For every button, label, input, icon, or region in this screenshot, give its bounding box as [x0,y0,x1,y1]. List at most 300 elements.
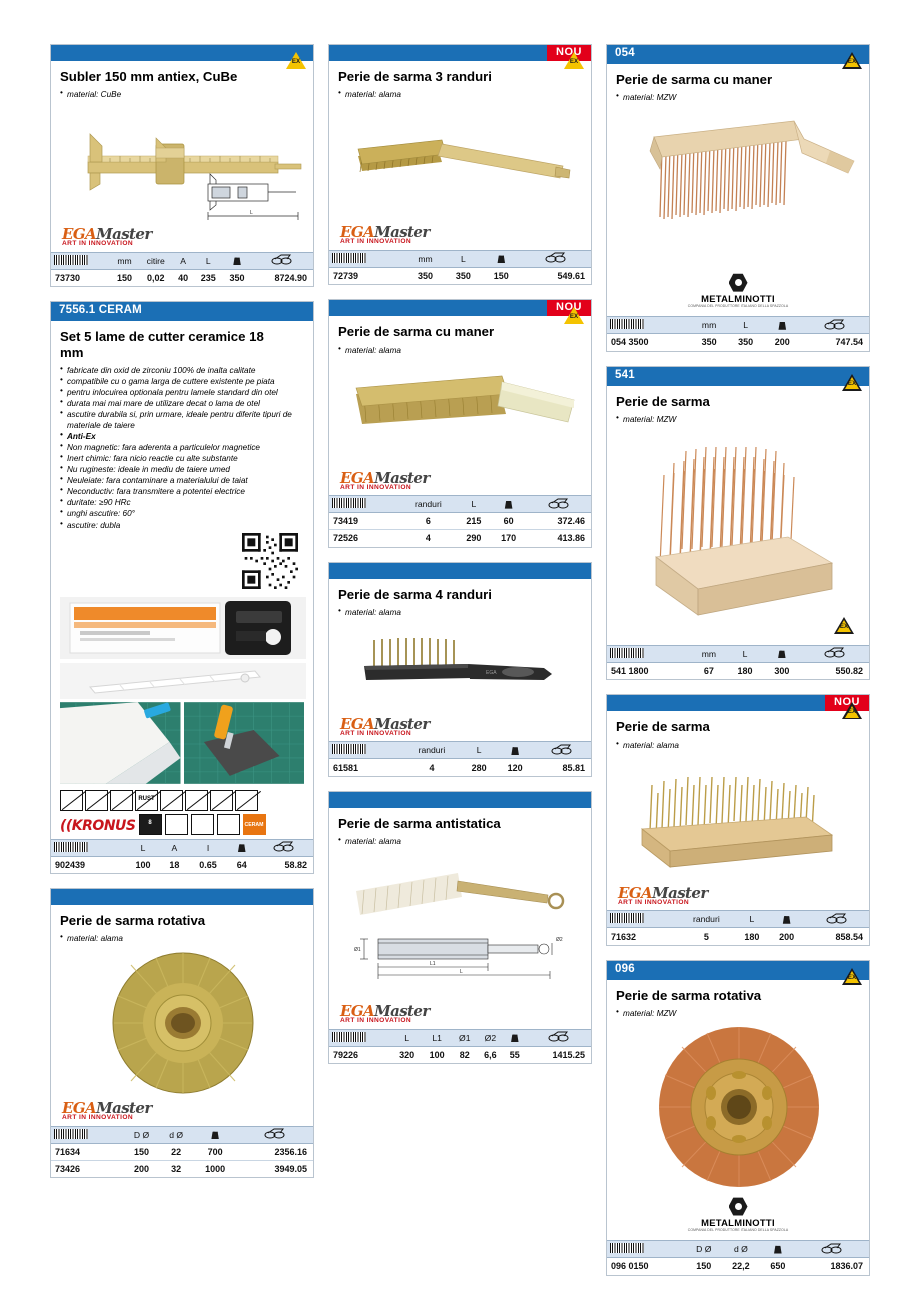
nou-badge: NOU [825,695,869,711]
col-dsmall: d Ø [721,1241,760,1258]
cell-mm: 150 [117,273,133,284]
cell-randuri: 6 [400,513,456,530]
list-item: • material: MZW [616,1008,860,1019]
col-dsmall: d Ø [160,1126,193,1143]
cell-code: 73419 [329,513,400,530]
col-l: L [391,1029,421,1046]
col-a: A [161,839,188,856]
ega-master-logo [338,225,582,246]
ega-logo-master: Master [374,1002,430,1021]
cell-price: 858.54 [835,931,863,942]
no-spark-icon [160,790,183,811]
ega-logo-text: EGA [618,883,653,902]
ex-icon-label: EX [847,973,857,981]
product-title: Perie de sarma 4 randuri [338,586,492,602]
card-header-bar [607,695,869,711]
cell-price: 85.81 [562,762,585,773]
ega-master-logo [60,227,304,248]
ega-logo-master: Master [374,223,430,242]
cell-l: 350 [455,271,471,282]
card-header-bar [51,45,313,61]
cell-code: 73426 [55,1164,81,1175]
card-header-bar [329,792,591,808]
spec-table [607,910,869,945]
col-box [533,742,591,759]
cell-price: 549.61 [557,271,585,282]
col-d1: Ø1 [452,1029,477,1046]
qr-code[interactable] [242,533,298,589]
table-row [607,662,869,679]
weight-icon [782,913,791,924]
svg-text:L1: L1 [430,961,436,968]
cell-weight: 120 [507,762,523,773]
list-item: • material: alama [338,89,582,100]
product-bullets [616,414,860,425]
product-photo-package [60,597,304,659]
col-weight [482,250,520,267]
box-icon [551,744,573,755]
cell-code: 72739 [333,271,359,282]
table-row [51,269,313,286]
col-weight [497,742,533,759]
col-weight [761,1241,796,1258]
col-box [795,1241,869,1258]
col-barcode [329,1029,391,1046]
cell-mm: 350 [701,337,717,348]
cell-price: 413.86 [557,533,585,544]
cell-dbig: 150 [696,1261,712,1272]
list-item: • Anti-Ex [60,431,304,442]
cell-l: 290 [466,533,482,544]
box-icon [271,254,293,265]
ega-logo-master: Master [96,225,152,244]
ex-warning-icon [842,374,862,392]
list-item: • unghi ascutire: 60° [60,508,304,519]
spec-table [329,250,591,285]
product-title: Subler 150 mm antiex, CuBe [60,69,238,84]
ex-icon-label: EX [839,622,849,630]
product-card-054[interactable] [606,44,870,352]
table-header-row [329,1029,591,1046]
weight-icon [773,1243,782,1254]
box-icon [821,1243,843,1254]
col-weight [228,839,255,856]
col-weight [769,911,804,928]
no-rust-icon [85,790,108,811]
cell-weight: 64 [236,859,247,870]
cell-weight: 1000 [205,1164,226,1175]
product-title: Perie de sarma [616,393,710,409]
col-box [255,839,313,856]
col-l: L [727,317,764,334]
list-item: • material: alama [616,740,860,751]
cell-price: 8724.90 [274,273,307,284]
cell-price: 1415.25 [552,1050,585,1061]
product-title: Perie de sarma [616,719,710,735]
col-i: I [188,839,229,856]
temperature-icon [191,814,214,835]
list-item: • ascutire: dubla [60,520,304,531]
col-d2: Ø2 [477,1029,503,1046]
ega-logo-master: Master [96,1099,152,1118]
product-card-perie-3-randuri[interactable] [328,44,592,285]
box-icon [548,498,570,509]
list-item: • duritate: ≥90 HRc [60,497,304,508]
barcode-icon [332,253,366,263]
card-header-code: 541 [607,367,869,386]
table-row [607,1258,869,1275]
ex-icon-label: EX [569,313,579,321]
table-header-row [51,839,313,856]
col-l: L [727,645,764,662]
col-box [804,911,869,928]
col-weight [763,645,800,662]
product-title: Perie de sarma rotativa [616,987,762,1003]
product-photos-usage [60,702,304,784]
col-citire: citire [139,252,173,269]
list-item: • material: MZW [616,92,860,103]
barcode-icon [610,913,644,923]
weight-icon [211,1128,220,1139]
col-box [251,252,313,269]
table-row [51,1143,313,1160]
list-item: • material: alama [338,607,582,618]
weight-icon [778,319,787,330]
cell-dsmall: 22,2 [732,1261,750,1272]
cell-code: 902439 [55,859,86,870]
cell-d2: 6,6 [484,1050,497,1061]
card-header-code: 054 [607,45,869,64]
table-row [51,1160,313,1177]
product-bullets [616,92,860,103]
ega-logo-tagline: ART IN INNOVATION [62,1114,134,1122]
table-header-row [607,645,869,662]
product-card-perie-alama-nou[interactable] [606,694,870,945]
col-box [526,1029,591,1046]
cell-weight: 300 [774,666,790,677]
cell-dbig: 200 [134,1164,150,1175]
kronus-logo-text: KRONUS [71,818,136,835]
table-row [51,856,313,873]
ega-logo-tagline: ART IN INNOVATION [340,238,412,246]
spec-table [51,839,313,874]
table-row [329,759,591,776]
cell-code: 541 1800 [611,666,649,677]
cell-dsmall: 32 [171,1164,182,1175]
ega-logo-tagline: ART IN INNOVATION [340,729,412,737]
cell-l: 320 [399,1050,415,1061]
table-row [607,928,869,945]
cell-mm: 67 [703,666,714,677]
col-barcode [329,250,407,267]
table-header-row [607,1241,869,1258]
weight-icon [510,1031,519,1042]
weight-icon [511,744,520,755]
ex-warning-icon [286,52,306,70]
col-barcode [51,1126,124,1143]
col-weight [193,1126,238,1143]
col-barcode [329,496,400,513]
cell-weight: 650 [770,1261,786,1272]
card-body [329,808,591,1025]
cell-price: 2356.16 [237,1143,313,1160]
ega-logo-master: Master [652,883,708,902]
list-item: • compatibile cu o gama larga de cuttere existente pe piata [60,376,304,387]
spec-table [607,645,869,680]
qr-zone [60,531,304,593]
table-row [329,1046,591,1063]
col-mm: mm [407,250,445,267]
col-l: L [734,911,769,928]
cell-weight: 200 [779,931,795,942]
product-bullets [616,740,860,751]
product-card-541[interactable] [606,366,870,681]
product-bullets [338,89,582,100]
product-title: Perie de sarma cu maner [338,324,495,340]
cell-mm: 350 [418,271,434,282]
cell-l: 100 [135,859,151,870]
product-card-perie-antistatica[interactable] [328,791,592,1064]
cell-randuri: 5 [703,931,709,942]
metalminotti-logo [616,1191,860,1236]
ega-logo-text: EGA [340,1002,375,1021]
table-header-row [607,911,869,928]
col-box [237,1126,313,1143]
list-item: • material: CuBe [60,89,304,100]
col-l: L [461,742,497,759]
col-l: L [456,496,491,513]
table-row [607,334,869,351]
flame-icon [165,814,188,835]
box-icon [824,647,846,658]
table-header-row [329,496,591,513]
product-card-perie-cu-maner-alama[interactable] [328,299,592,547]
ex-icon-label: EX [847,708,857,716]
product-card-perie-4-randuri[interactable] [328,562,592,777]
product-image-rotary-brush-mzw [616,1023,860,1191]
cell-code: 72526 [333,533,359,544]
cell-code: 096 0150 [611,1261,649,1272]
ega-logo-text: EGA [340,223,375,242]
product-image-handle-brush [338,360,582,468]
ex-icon-label: EX [847,379,857,387]
box-icon [545,252,567,263]
cell-citire: 0,02 [146,273,165,284]
spec-table [329,495,591,547]
metalminotti-hex-icon [729,1197,748,1216]
table-header-row [329,250,591,267]
nou-badge: NOU [547,300,591,316]
ega-logo-tagline: ART IN INNOVATION [62,240,134,248]
product-card-perie-rotativa-alama[interactable] [50,888,314,1178]
cell-weight: 60 [491,513,526,530]
cell-weight: 170 [501,533,517,544]
ega-master-logo [338,468,582,492]
product-card-set-lame[interactable] [50,301,314,874]
col-barcode [607,317,691,334]
box-icon [264,1128,286,1139]
col-l: L [125,839,161,856]
spec-table [607,316,869,351]
card-header-bar [51,889,313,905]
cell-weight: 55 [509,1050,520,1061]
card-body [607,708,869,906]
col-mm: mm [110,252,139,269]
card-header-code: 7556.1 CERAM [51,302,313,321]
card-header-bar [329,300,591,316]
ega-master-logo [616,883,860,907]
ex-warning-icon [842,968,862,986]
no-oil-icon [110,790,133,811]
spec-table [51,252,313,287]
list-item: • material: alama [338,345,582,356]
cell-price: 372.46 [526,513,591,530]
cell-code: 79226 [333,1050,359,1061]
cell-a: 40 [178,273,189,284]
ex-warning-icon [842,702,862,720]
col-weight [223,252,252,269]
product-card-096[interactable] [606,960,870,1276]
product-bullets [60,933,304,944]
list-item: • material: MZW [616,414,860,425]
barcode-icon [332,744,366,754]
spec-table [51,1126,313,1178]
col-box [526,496,591,513]
columns-layout [50,44,870,1272]
metalminotti-sub: COMPANIA DEL PRODUTTORE ITALIANO DELLA SPAZZOLA [687,1228,789,1233]
barcode-icon [610,1243,644,1253]
ega-logo-text: EGA [62,1099,97,1118]
svg-text:EGA: EGA [486,669,497,676]
ex-icon-label: EX [569,58,579,65]
weight-icon [237,841,246,852]
photo-cutting-1 [60,702,181,784]
col-weight [504,1029,526,1046]
ex-icon-label: EX [291,58,301,65]
cell-randuri: 4 [429,762,435,773]
col-randuri: randuri [678,911,734,928]
table-header-row [329,742,591,759]
ex-icon-label: EX [847,58,857,65]
ex-warning-icon [564,307,584,325]
table-header-row [51,252,313,269]
pictogram-row-2 [60,814,304,835]
ega-logo-text: EGA [340,714,375,733]
col-a: A [173,252,194,269]
product-image-tube-brush [338,851,582,1001]
cell-l: 180 [744,931,760,942]
cell-weight: 200 [774,337,790,348]
table-header-row [607,317,869,334]
list-item: • fabricate din oxid de zirconiu 100% de inalta calitate [60,365,304,376]
ega-master-logo [338,1004,582,1025]
col-randuri: randuri [400,496,456,513]
cell-code: 71634 [51,1143,124,1160]
product-image-brush-4rows [338,622,582,714]
list-item: • Non magnetic: fara aderenta a particulelor magnetice [60,442,304,453]
ex-warning-icon [842,52,862,70]
product-image-mzw-handle-brush [616,107,860,267]
col-l: L [445,250,483,267]
card-header-bar [329,563,591,579]
cell-weight: 700 [193,1143,238,1160]
col-weight [764,317,801,334]
list-item: • Nu rugineste: ideale in mediu de taiere umed [60,464,304,475]
cell-price: 1836.07 [830,1261,863,1272]
cell-weight: 350 [229,273,245,284]
ega-logo-tagline: ART IN INNOVATION [340,1017,412,1025]
ega-logo-text: EGA [62,225,97,244]
list-item: • pentru inlocuirea optionala pentru lamele standard din otel [60,387,304,398]
product-title: Perie de sarma antistatica [338,815,501,831]
cell-i: 0.65 [199,859,217,870]
cell-code: 054 3500 [611,337,649,348]
product-card-subler[interactable] [50,44,314,287]
card-body [51,905,313,1122]
col-dbig: D Ø [686,1241,721,1258]
card-header-code: 096 [607,961,869,980]
col-mm: mm [691,645,726,662]
col-l1: L1 [422,1029,452,1046]
box-icon [826,913,848,924]
svg-text:L: L [250,210,253,217]
no-conduct-icon [235,790,258,811]
list-item: • Neconductiv: fara transmitere a potentei electrice [60,486,304,497]
col-barcode [51,839,125,856]
cell-price: 3949.05 [274,1164,307,1175]
col-weight [491,496,526,513]
card-body [51,321,313,834]
card-body [329,579,591,738]
metalminotti-name: METALMINOTTI [701,1217,775,1229]
table-row [329,513,591,530]
cell-code: 61581 [333,762,359,773]
product-bullets [338,345,582,356]
col-l: L [194,252,223,269]
card-body [329,313,591,491]
barcode-icon [610,319,644,329]
table-header-row [51,1126,313,1143]
anti-ex-icon [210,790,233,811]
8-segments-icon: 8 [139,814,162,835]
product-title: Perie de sarma 3 randuri [338,69,492,84]
weight-icon [777,647,786,658]
ega-logo-tagline: ART IN INNOVATION [618,898,690,906]
ega-master-logo [60,1101,304,1122]
cell-code: 73730 [55,273,81,284]
cell-l: 235 [200,273,216,284]
ega-logo-tagline: ART IN INNOVATION [340,483,412,491]
product-photo-blade [60,663,304,699]
ega-logo-master: Master [374,468,430,487]
card-body [607,973,869,1236]
list-item: • Inert chimic: fara nicio reactie cu alte substante [60,453,304,464]
list-item: • Neuleiate: fara contaminare a materialului de taiat [60,475,304,486]
product-bullets [338,836,582,847]
spec-table [329,741,591,776]
cell-l: 180 [737,666,753,677]
weight-icon [504,498,513,509]
cell-d1: 82 [459,1050,470,1061]
metalminotti-logo [616,267,860,312]
box-icon [548,1031,570,1042]
column-1 [50,44,314,1261]
table-row [329,267,591,284]
product-bullets [60,365,304,531]
col-dbig: D Ø [124,1126,160,1143]
cell-code: 71632 [611,931,637,942]
product-title: Set 5 lame de cutter ceramice 18 mm [60,329,264,360]
